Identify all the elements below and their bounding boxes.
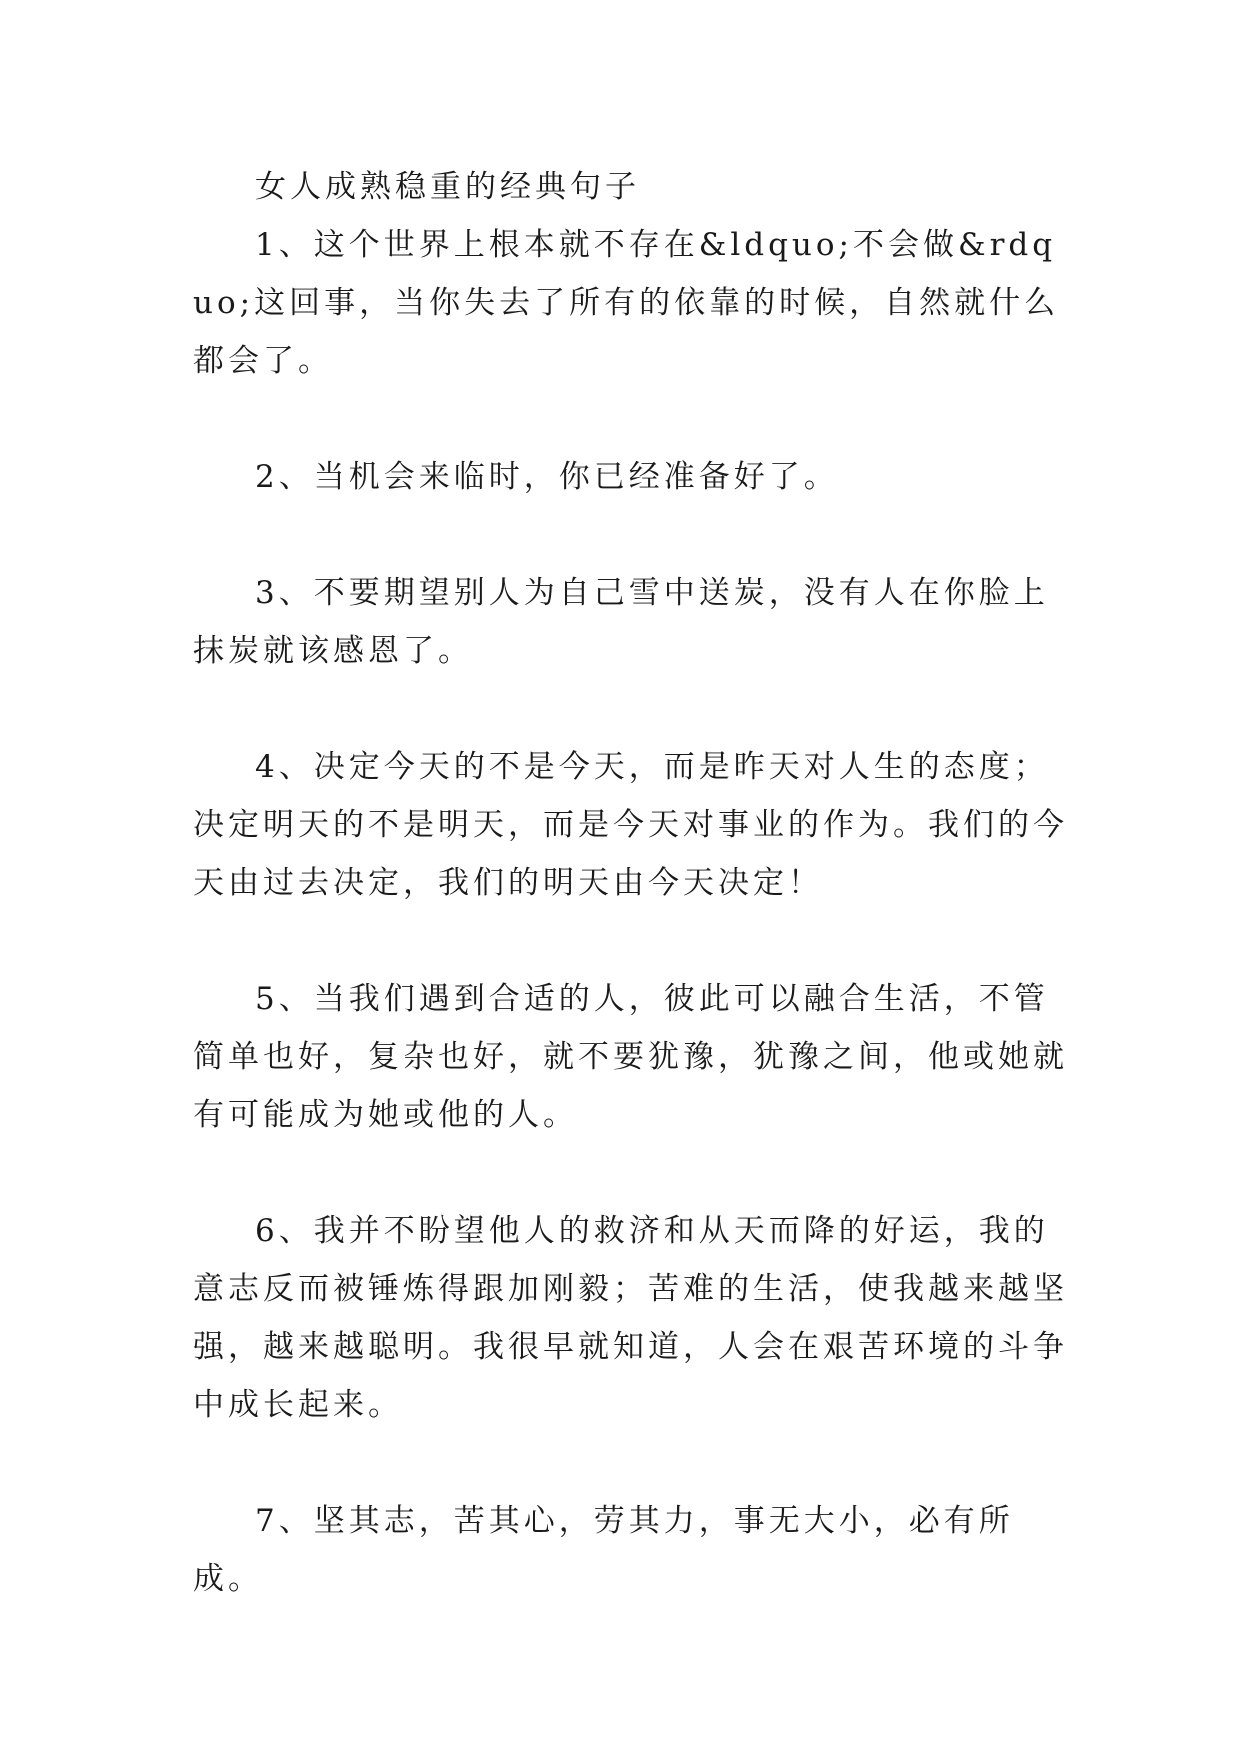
paragraph-7: 7、坚其志，苦其心，劳其力，事无大小，必有所成。 bbox=[193, 1503, 1014, 1597]
paragraph-3: 3、不要期望别人为自己雪中送炭，没有人在你脸上抹炭就该感恩了。 bbox=[193, 575, 1049, 669]
paragraph-4: 4、决定今天的不是今天，而是昨天对人生的态度；决定明天的不是明天，而是今天对事业的作为。我们的今天由过去决定，我们的明天由今天决定！ bbox=[193, 749, 1068, 901]
document-body bbox=[193, 158, 1073, 1666]
paragraph-1: 1、这个世界上根本就不存在&ldquo;不会做&rdquo;这回事，当你失去了所有的依靠的时候，自然就什么都会了。 bbox=[193, 227, 1060, 379]
paragraph-2: 2、当机会来临时，你已经准备好了。 bbox=[255, 459, 839, 495]
paragraph-6: 6、我并不盼望他人的救济和从天而降的好运，我的意志反而被锤炼得跟加刚毅；苦难的生活，使我越来越坚强，越来越聪明。我很早就知道，人会在艰苦环境的斗争中成长起来。 bbox=[193, 1213, 1068, 1423]
paragraph-5: 5、当我们遇到合适的人，彼此可以融合生活，不管简单也好，复杂也好，就不要犹豫，犹豫之间，他或她就有可能成为她或他的人。 bbox=[193, 981, 1068, 1133]
document-title: 女人成熟稳重的经典句子 bbox=[255, 169, 640, 205]
